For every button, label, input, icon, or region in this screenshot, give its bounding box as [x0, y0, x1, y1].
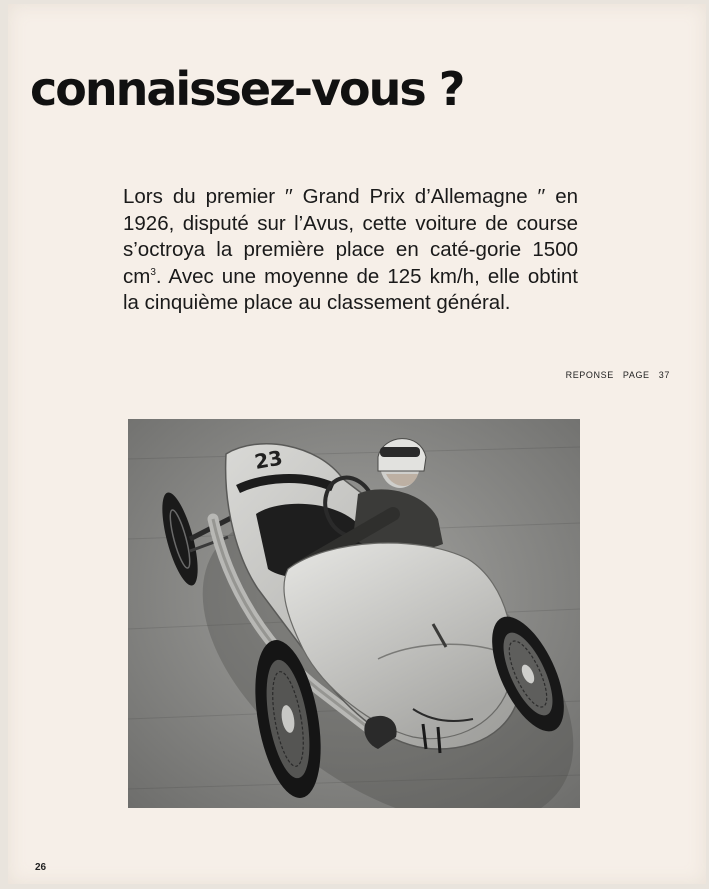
intro-text-continued: . Avec une moyenne de 125 km/h, elle obtint la cinquième place au classement général.: [123, 264, 578, 314]
page-number: 26: [35, 862, 47, 873]
intro-paragraph: [123, 184, 578, 317]
intro-superscript: 3: [150, 266, 156, 278]
svg-text:23: 23: [252, 445, 285, 474]
answer-label: REPONSE: [565, 370, 614, 380]
answer-reference: [566, 370, 670, 380]
race-car-photo: [128, 419, 580, 808]
answer-page-number: 37: [658, 370, 670, 380]
intro-text: Lors du premier ′′ Grand Prix d’Allemagne ′′ en 1926, disputé sur l’Avus, cette voiture de course s’octroya la première place en caté-gorie 1500 cm: [123, 185, 578, 288]
magazine-page: [8, 4, 706, 884]
headline: connaissez-vous ?: [30, 62, 464, 116]
answer-page-label: PAGE: [622, 370, 650, 380]
